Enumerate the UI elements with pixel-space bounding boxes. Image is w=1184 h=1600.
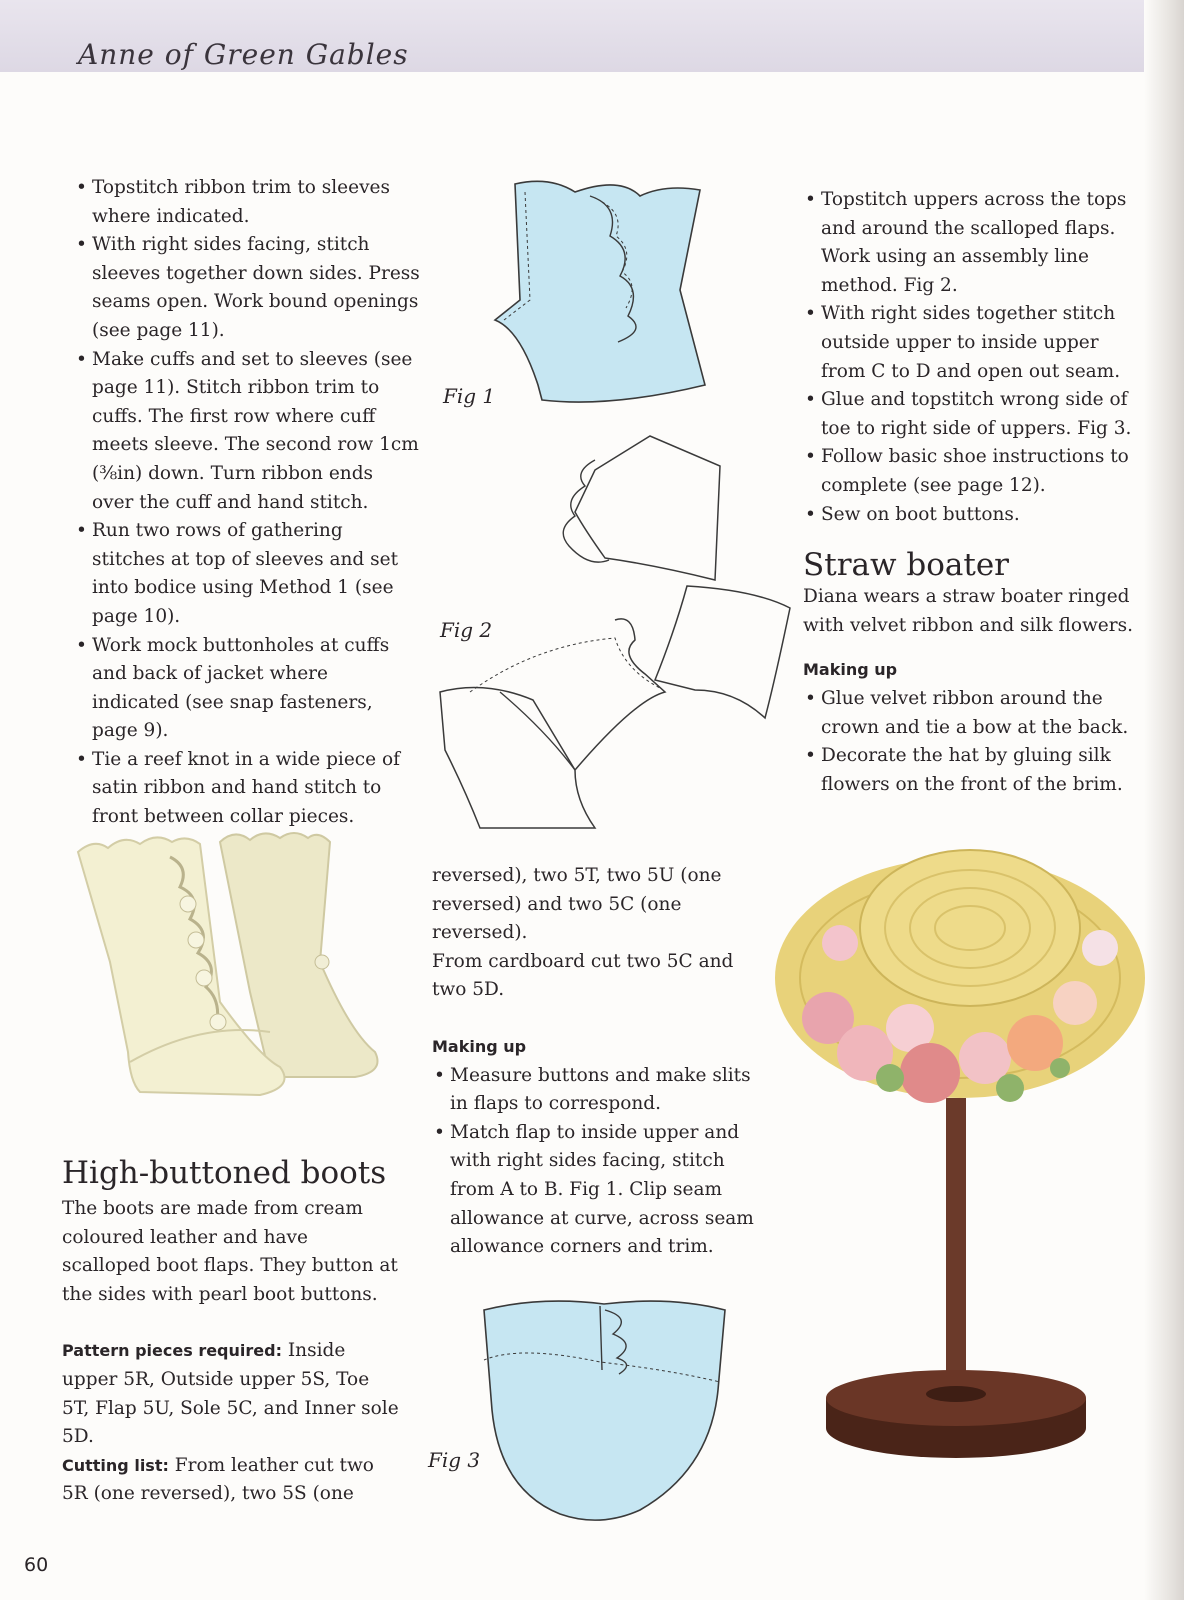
boots-section [62, 1155, 402, 1509]
list-item: • With right sides facing, stitch sleeves together down sides. Press seams open. Work bound openings (see page 11). [74, 231, 420, 345]
straw-boater-photo [770, 838, 1150, 1478]
cardboard-cutting: From cardboard cut two 5C and two 5D. [432, 950, 734, 1001]
pattern-pieces-text: Inside upper 5R, Outside upper 5S, Toe 5T, Flap 5U, Sole 5C, and Inner sole 5D. [62, 1340, 399, 1448]
fig1-pattern [490, 180, 720, 415]
list-item: • Sew on boot buttons. [803, 501, 1143, 530]
section-heading-boots: High-buttoned boots [62, 1155, 387, 1191]
cutting-list-label: Cutting list: [62, 1455, 169, 1475]
fig2-label: Fig 2 [440, 618, 493, 642]
list-item: • Make cuffs and set to sleeves (see page 11). Stitch ribbon trim to cuffs. The first row where cuff meets sleeve. The second row 1cm (⅜in) down. Turn ribbon ends over the cuff and hand stitch. [74, 346, 420, 518]
list-item: • Topstitch ribbon trim to sleeves where indicated. [74, 174, 420, 231]
page-number: 60 [24, 1554, 49, 1576]
making-up-heading: Making up [432, 1036, 527, 1056]
list-item: • Glue and topstitch wrong side of toe to right side of uppers. Fig 3. [803, 386, 1143, 443]
cutting-list [62, 1452, 402, 1509]
fig3-label: Fig 3 [428, 1448, 481, 1472]
pattern-pieces [62, 1337, 402, 1451]
list-item: • Work mock buttonholes at cuffs and back of jacket where indicated (see snap fasteners, page 9). [74, 632, 420, 746]
section-heading-boater: Straw boater [803, 547, 1009, 584]
page-gutter [1144, 0, 1184, 1600]
boater-intro: Diana wears a straw boater ringed with velvet ribbon and silk flowers. [803, 586, 1133, 636]
cutting-list-text: From leather cut two 5R (one reversed), two 5S (one [62, 1454, 374, 1505]
cutting-list-continued: reversed), two 5T, two 5U (one reversed) and two 5C (one reversed). [432, 865, 722, 944]
list-item: • Follow basic shoe instructions to complete (see page 12). [803, 443, 1143, 500]
running-head: Anne of Green Gables [78, 38, 409, 71]
list-item: • Match flap to inside upper and with right sides facing, stitch from A to B. Fig 1. Clip seam allowance at curve, across seam allowance corners and trim. [432, 1119, 772, 1262]
right-column [803, 186, 1143, 799]
middle-column [432, 862, 772, 1262]
list-item: • Decorate the hat by gluing silk flowers on the front of the brim. [803, 742, 1143, 799]
boots-photo [70, 812, 390, 1102]
boots-intro: The boots are made from cream coloured leather and have scalloped boot flaps. They button at the sides with pearl boot buttons. [62, 1198, 398, 1305]
list-item: • Topstitch uppers across the tops and around the scalloped flaps. Work using an assembly line method. Fig 2. [803, 186, 1143, 300]
fig3-pattern [480, 1300, 730, 1525]
list-item: • Glue velvet ribbon around the crown and tie a bow at the back. [803, 685, 1143, 742]
list-item: • Tie a reef knot in a wide piece of satin ribbon and hand stitch to front between collar pieces. [74, 746, 420, 832]
list-item: • Measure buttons and make slits in flaps to correspond. [432, 1062, 772, 1119]
boater-making-up-heading: Making up [803, 660, 898, 680]
left-column [74, 174, 420, 832]
list-item: • With right sides together stitch outside upper to inside upper from C to D and open out seam. [803, 300, 1143, 386]
list-item: • Run two rows of gathering stitches at top of sleeves and set into bodice using Method 1 (see page 10). [74, 517, 420, 631]
fig1-label: Fig 1 [443, 384, 496, 408]
pattern-pieces-label: Pattern pieces required: [62, 1341, 282, 1361]
